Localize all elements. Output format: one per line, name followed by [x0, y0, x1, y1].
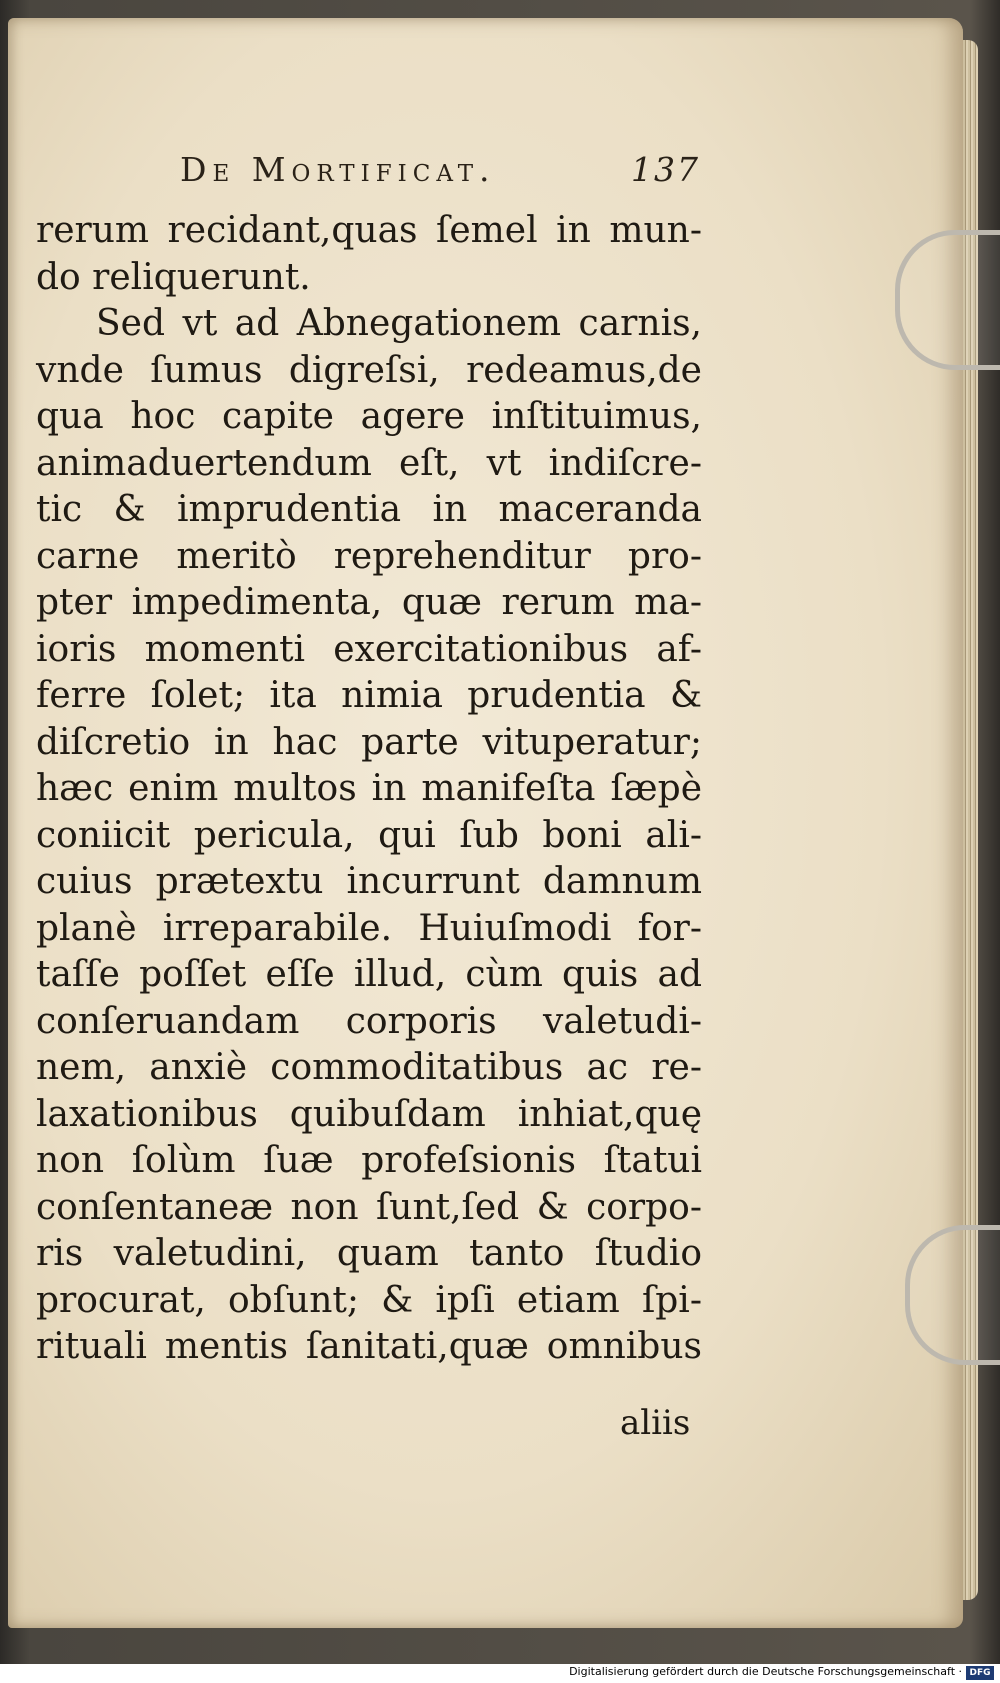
text-line: Sed vt ad Abnegationem carnis,	[96, 303, 702, 344]
text-line: non ſolùm ſuæ profeſsionis ſtatui	[36, 1140, 702, 1181]
text-line: tic & imprudentia in maceranda	[36, 489, 702, 530]
text-line: hæc enim multos in manifeſta ſæpè	[36, 768, 702, 809]
text-line: carne meritò reprehenditur pro-	[36, 535, 702, 577]
text-line: do reliquerunt.	[36, 256, 311, 298]
page-number: 137	[631, 150, 700, 189]
text-line: pter impedimenta, quæ rerum ma-	[36, 582, 702, 623]
text-line: taſſe poſſet eſſe illud, cùm quis ad	[36, 954, 702, 995]
text-line: ferre ſolet; ita nimia prudentia &	[36, 675, 702, 716]
text-line: conſeruandam corporis valetudi-	[36, 1000, 702, 1042]
clip-bottom	[905, 1225, 1000, 1365]
dfg-logo: DFG	[966, 1666, 994, 1680]
text-line: coniicit pericula, qui ſub boni ali-	[36, 814, 702, 856]
text-line: animaduertendum eſt, vt indiſcre-	[36, 442, 702, 484]
text-line: ris valetudini, quam tanto ſtudio	[36, 1233, 702, 1274]
running-header	[180, 150, 700, 200]
text-line: conſentaneæ non ſunt,ſed & corpo-	[36, 1186, 702, 1228]
body-text	[36, 208, 702, 1371]
text-line: diſcretio in hac parte vituperatur;	[36, 721, 702, 763]
funding-credit: Digitalisierung gefördert durch die Deutsche Forschungsgemeinschaft ·	[569, 1665, 962, 1678]
text-line: ioris momenti exercitationibus af-	[36, 628, 702, 670]
text-line: rituali mentis ſanitati,quæ omnibus	[36, 1326, 702, 1367]
text-line: rerum recidant,quas ſemel in mun-	[36, 210, 702, 251]
text-line: cuius prætextu incurrunt damnum	[36, 861, 702, 902]
digitization-footer	[0, 1664, 1000, 1683]
text-line: laxationibus quibuſdam inhiat,quę	[36, 1093, 702, 1135]
text-line: planè irreparabile. Huiuſmodi for-	[36, 907, 702, 949]
text-line: nem, anxiè commoditatibus ac re-	[36, 1047, 702, 1088]
clip-top	[895, 230, 1000, 370]
text-line: qua hoc capite agere inſtituimus,	[36, 396, 702, 437]
text-line: vnde ſumus digreſsi, redeamus,de	[36, 349, 702, 391]
catchword: aliis	[620, 1403, 691, 1443]
running-title: De Mortificat.	[180, 150, 496, 189]
text-line: procurat, obſunt; & ipſi etiam ſpi-	[36, 1279, 702, 1321]
